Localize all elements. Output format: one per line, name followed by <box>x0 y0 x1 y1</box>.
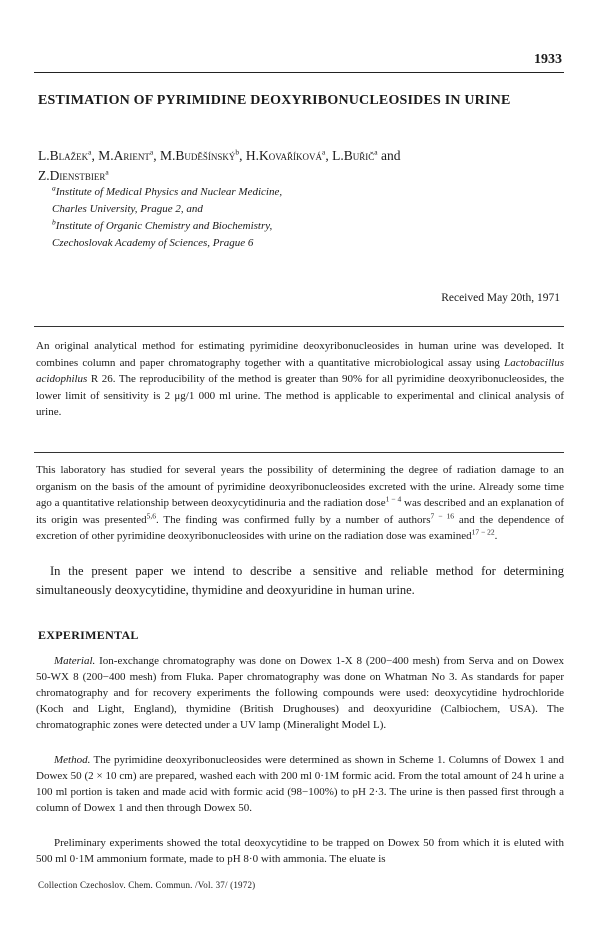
author-name: L.Blažek <box>38 148 89 163</box>
paragraph-label: Method. <box>54 754 91 766</box>
article-title: ESTIMATION OF PYRIMIDINE DEOXYRIBONUCLEOSIDES IN URINE <box>38 93 511 108</box>
affil-line: Institute of Organic Chemistry and Biochemistry, <box>55 220 273 232</box>
citation: 7 − 16 <box>430 510 455 520</box>
affiliation-b-cont: Czechoslovak Academy of Sciences, Prague 6 <box>52 237 254 249</box>
organism-name: Lactobacillus acidophilus <box>36 356 564 385</box>
paragraph-text: Ion-exchange chromatography was done on Dowex 1-X 8 (200−400 mesh) from Serva and on Dowex 50-WX 8 (200−400 mesh) from Fluka. Paper chromatography was done on Whatman No 3. As standards for paper chromatography and for recovery experiments the following compounds were used: deoxycytidine hydrochloride (Koch and Light, England), thymidine (British Drughouses) and deoxyuridine (Calbiochem, USA). The chromatographic zones were detected under a UV lamp (Mineralight Model L). <box>36 655 564 731</box>
citation: 17 − 22 <box>471 527 495 537</box>
affiliation-b <box>52 218 552 235</box>
author-affil-mark: b <box>235 147 240 157</box>
paragraph-text: Preliminary experiments showed the total deoxycytidine to be trapped on Dowex 50 from which it is eluted with 500 ml 0·1M ammonium formate, made to pH 8·0 with ammonia. The eluate is <box>36 837 564 865</box>
intro-text: . The finding was confirmed fully by a number of authors <box>155 513 431 526</box>
method-paragraph <box>36 752 564 816</box>
section-heading: EXPERIMENTAL <box>38 628 139 642</box>
preliminary-paragraph <box>36 835 564 867</box>
intro-text: and the dependence of excretion of other pyrimidine deoxyribonucleosides with urine on the radiation dose was examined <box>36 513 564 542</box>
author-affil-mark: a <box>374 147 378 157</box>
material-paragraph <box>36 653 564 733</box>
paragraph-label: Material. <box>54 655 96 667</box>
affil-mark: a <box>52 183 56 193</box>
abstract-text: R 26. The reproducibility of the method is greater than 90% for all pyrimidine deoxyribonucleosides, the lower limit of sensitivity is 2 μg/1 000 ml urine. The method is applicable to experimental and clinical analysis of urine. <box>36 373 564 418</box>
affil-line: Institute of Medical Physics and Nuclear Medicine, <box>55 186 283 198</box>
header-rule <box>34 72 564 73</box>
abstract-bottom-rule <box>34 452 564 453</box>
citation: 5,6 <box>146 510 156 520</box>
author-name: Z.Dienstbier <box>38 168 106 183</box>
author-affil-mark: a <box>105 167 109 177</box>
author-conjunction: and <box>377 148 401 163</box>
affiliation-a <box>52 184 552 201</box>
aim-paragraph: In the present paper we intend to describe a sensitive and reliable method for determining simultaneously deoxycytidine, thymidine and deoxyuridine in human urine. <box>36 564 564 597</box>
citation: 1 − 4 <box>385 494 402 504</box>
author-list <box>38 146 558 186</box>
abstract <box>36 338 564 421</box>
received-date: Received May 20th, 1971 <box>441 292 560 304</box>
intro-text: was described and an explanation of its origin was presented <box>36 497 565 526</box>
intro-text: . <box>494 530 498 542</box>
intro-text: This laboratory has studied for several years the possibility of determining the degree of radiation damage to an organism on the basis of the amount of pyrimidine deoxyribonucleosides excreted with the urine. Already some time ago a quantitative relationship between deoxycytidinuria and the radiation dose <box>36 464 564 509</box>
affiliations <box>52 184 552 252</box>
journal-footer: Collection Czechoslov. Chem. Commun. /Vol. 37/ (1972) <box>38 880 256 890</box>
intro-paragraph <box>36 462 564 545</box>
abstract-top-rule <box>34 326 564 327</box>
author-name: , H.Kovaříková <box>239 148 323 163</box>
author-name: , M.Arient <box>91 148 150 163</box>
affil-mark: b <box>52 217 56 227</box>
affiliation-a-cont: Charles University, Prague 2, and <box>52 203 203 215</box>
author-name: , M.Buděšínský <box>153 148 236 163</box>
author-affil-mark: a <box>322 147 326 157</box>
author-affil-mark: a <box>149 147 154 157</box>
page-number: 1933 <box>534 52 562 67</box>
paragraph-text: The pyrimidine deoxyribonucleosides were determined as shown in Scheme 1. Columns of Dowex 1 and Dowex 50 (2 × 10 cm) are prepared, washed each with 200 ml 0·1M formic acid. From the total amount of 24 h urine a 100 ml portion is taken and made acid with formic acid (98−100%) to pH 2·3. The urine is then passed first through a column of Dowex 1 and then through Dowex 50. <box>36 754 564 814</box>
author-name: , L.Buřič <box>325 148 375 163</box>
author-affil-mark: a <box>88 147 92 157</box>
abstract-text: An original analytical method for estimating pyrimidine deoxyribonucleosides in human urine was developed. It combines column and paper chromatography together with a quantitative microbiological assay using <box>36 340 564 369</box>
